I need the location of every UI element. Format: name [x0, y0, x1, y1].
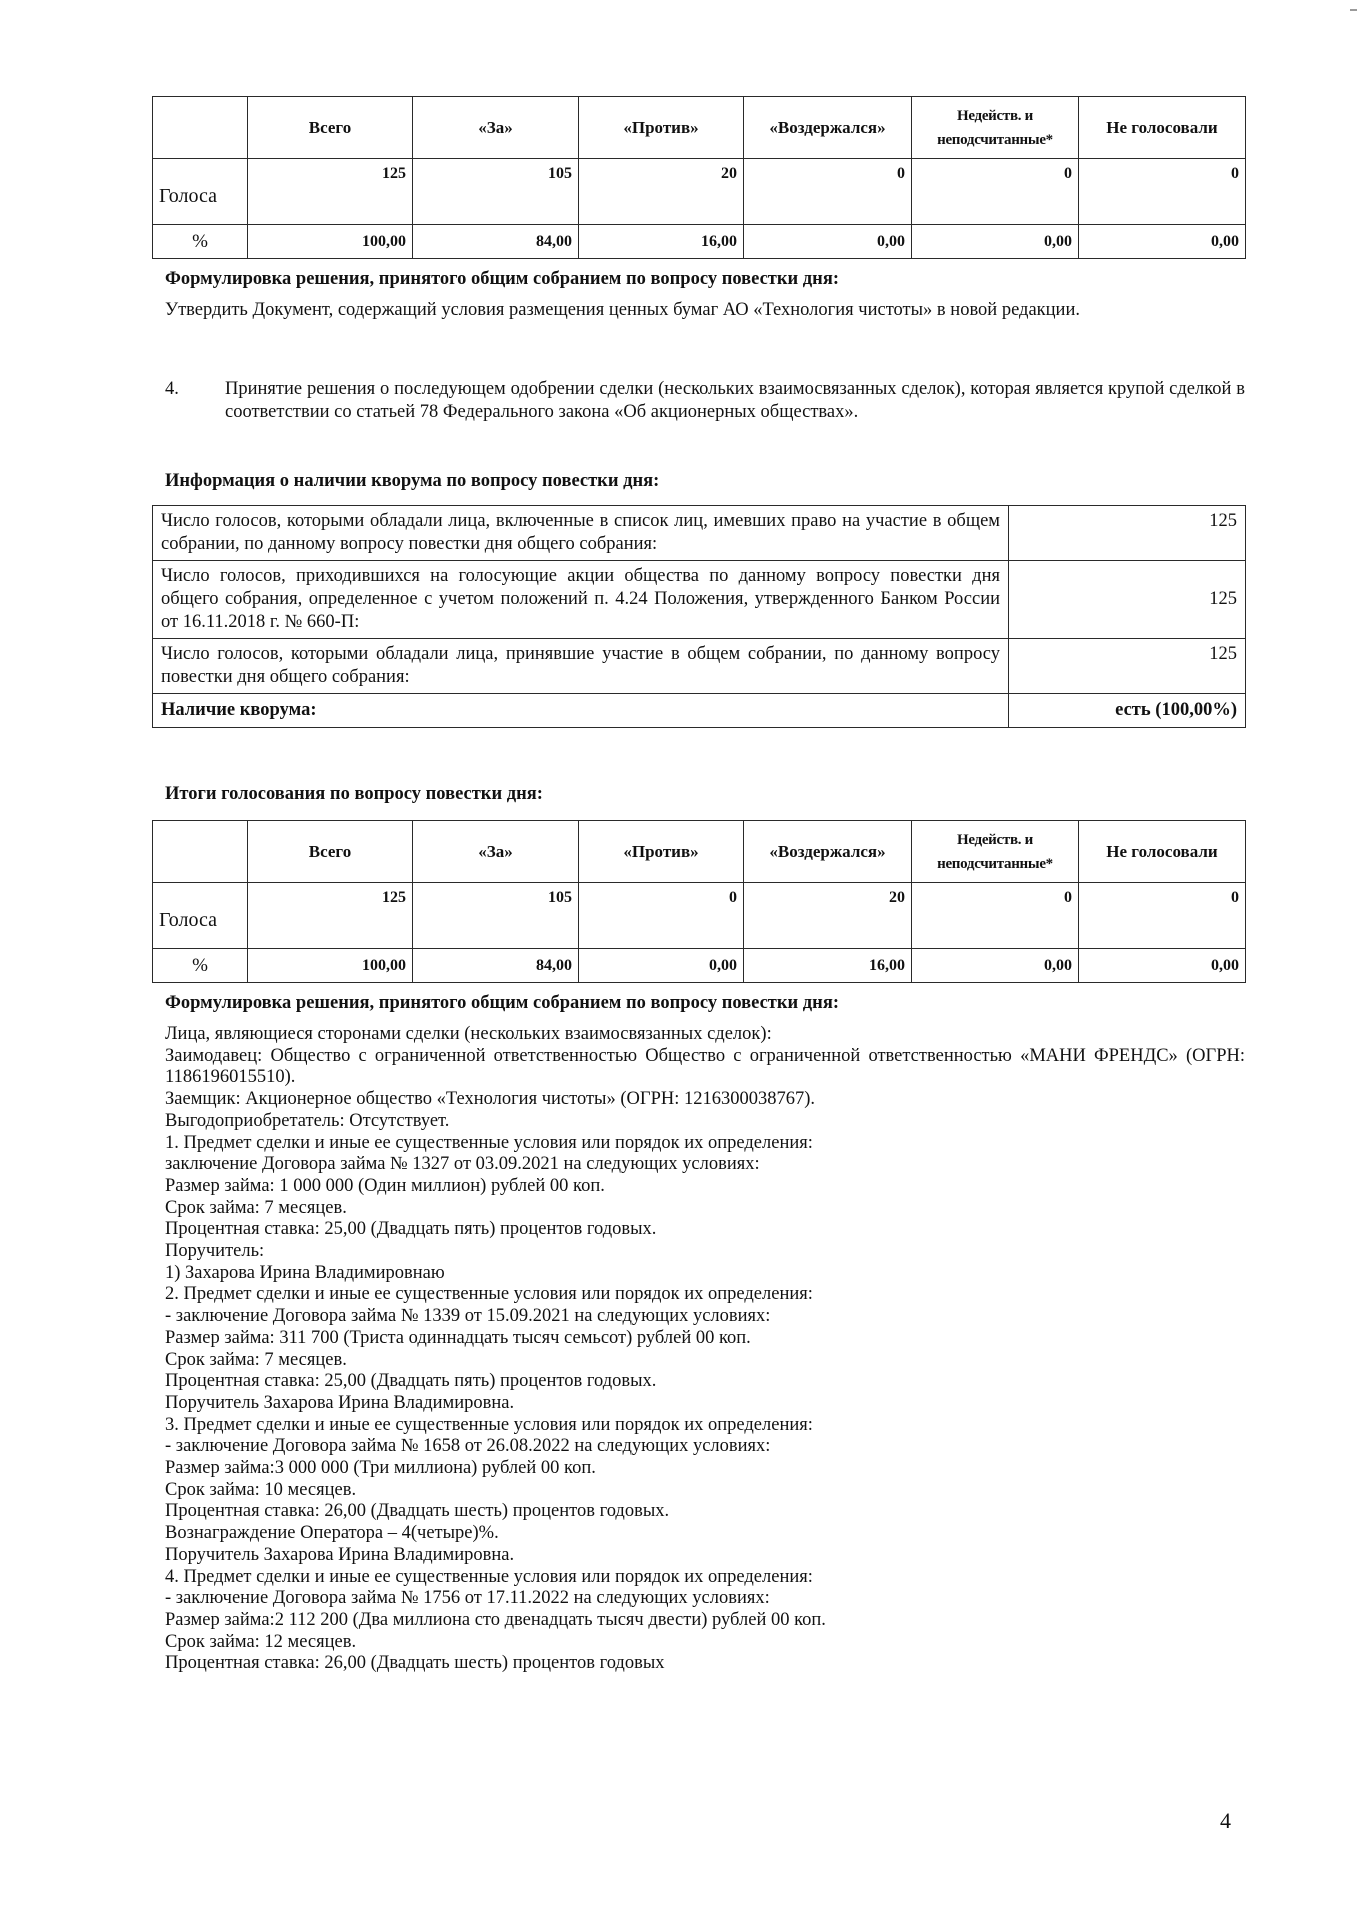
header-cell-not-voted: Не голосовали [1079, 821, 1246, 883]
decision-2-heading: Формулировка решения, принятого общим собранием по вопросу повестки дня: [165, 993, 839, 1013]
percent-cell: 0,00 [579, 949, 744, 983]
header-cell-abstained: «Воздержался» [744, 97, 912, 159]
percent-cell: 0,00 [912, 949, 1079, 983]
percent-cell: 100,00 [248, 949, 413, 983]
header-cell-not-voted: Не голосовали [1079, 97, 1246, 159]
text-line: Процентная ставка: 25,00 (Двадцать пять) процентов годовых. [165, 1219, 657, 1240]
agenda-item-4 [165, 378, 1245, 424]
votes-cell: 0 [744, 159, 912, 225]
text-line: Заимодавец: Общество с ограниченной ответственностью Общество с ограниченной ответственностью «МАНИ ФРЕНДС» (ОГРН: 1186196015510). [165, 1045, 1245, 1088]
votes-cell: 105 [413, 159, 579, 225]
header-cell-total: Всего [248, 821, 413, 883]
percent-cell: 0,00 [744, 225, 912, 259]
header-cell-invalid: Недейств. и неподсчитанные* [912, 97, 1079, 159]
text-line: 3. Предмет сделки и иные ее существенные условия или порядок их определения: [165, 1414, 813, 1435]
percent-cell: 16,00 [579, 225, 744, 259]
text-line: 1. Предмет сделки и иные ее существенные условия или порядок их определения: [165, 1132, 813, 1153]
header-cell-total: Всего [248, 97, 413, 159]
quorum-row [153, 506, 1246, 561]
quorum-total-label: Наличие кворума: [153, 694, 1009, 728]
text-line: Срок займа: 10 месяцев. [165, 1479, 357, 1500]
quorum-row-value: 125 [1009, 561, 1246, 639]
quorum-row [153, 639, 1246, 694]
votes-cell: 0 [1079, 883, 1246, 949]
text-line: Размер займа:2 112 200 (Два миллиона сто двенадцать тысяч двести) рублей 00 коп. [165, 1609, 826, 1630]
text-line: Процентная ставка: 26,00 (Двадцать шесть) процентов годовых. [165, 1501, 670, 1522]
votes-cell: 0 [912, 159, 1079, 225]
percent-cell: 0,00 [1079, 225, 1246, 259]
text-line: Поручитель Захарова Ирина Владимировна. [165, 1544, 515, 1565]
votes-cell: 20 [744, 883, 912, 949]
quorum-row-label: Число голосов, которыми обладали лица, включенные в список лиц, имевших право на участие в общем собрании, по данному вопросу повестки дня общего собрания: [153, 506, 1009, 561]
quorum-row-value: 125 [1009, 506, 1246, 561]
percent-row [153, 225, 1246, 259]
percent-cell: 84,00 [413, 949, 579, 983]
votes-row-label: Голоса [153, 883, 248, 949]
quorum-row-label: Число голосов, приходившихся на голосующие акции общества по данному вопросу повестки дня общего собрания, определенное с учетом положений п. 4.24 Положения, утвержденного Банком России от 16.11.2018 г. № 660-П: [153, 561, 1009, 639]
votes-table-2 [152, 820, 1246, 983]
percent-row-label: % [153, 225, 248, 259]
votes-table-header-row [153, 821, 1246, 883]
text-line: Поручитель Захарова Ирина Владимировна. [165, 1392, 515, 1413]
quorum-total-row [153, 694, 1246, 728]
quorum-row-label: Число голосов, которыми обладали лица, принявшие участие в общем собрании, по данному вопросу повестки дня общего собрания: [153, 639, 1009, 694]
text-line: 4. Предмет сделки и иные ее существенные условия или порядок их определения: [165, 1566, 813, 1587]
votes-table-1 [152, 96, 1246, 259]
text-line: Выгодоприобретатель: Отсутствует. [165, 1110, 450, 1131]
agenda-item-number: 4. [165, 379, 179, 399]
header-cell-against: «Против» [579, 821, 744, 883]
text-line: Процентная ставка: 25,00 (Двадцать пять) процентов годовых. [165, 1371, 657, 1392]
text-line: Размер займа: 1 000 000 (Один миллион) рублей 00 коп. [165, 1175, 605, 1196]
votes-cell: 0 [912, 883, 1079, 949]
quorum-row [153, 561, 1246, 639]
text-line: 2. Предмет сделки и иные ее существенные условия или порядок их определения: [165, 1284, 813, 1305]
decision-2-body [165, 1024, 1245, 1675]
text-line: Срок займа: 12 месяцев. [165, 1631, 357, 1652]
votes-table-header-row [153, 97, 1246, 159]
text-line: Размер займа: 311 700 (Триста одиннадцать тысяч семьсот) рублей 00 коп. [165, 1327, 751, 1348]
agenda-item-text: Принятие решения о последующем одобрении сделки (нескольких взаимосвязанных сделок), которая является крупой сделкой в соответствии со статьей 78 Федерального закона «Об акционерных обществах». [225, 379, 1245, 422]
header-cell-empty [153, 97, 248, 159]
text-line: Лица, являющиеся сторонами сделки (нескольких взаимосвязанных сделок): [165, 1024, 772, 1044]
percent-cell: 16,00 [744, 949, 912, 983]
votes-cell: 125 [248, 159, 413, 225]
header-cell-for: «За» [413, 97, 579, 159]
header-cell-for: «За» [413, 821, 579, 883]
text-line: заключение Договора займа № 1327 от 03.09.2021 на следующих условиях: [165, 1154, 760, 1175]
quorum-row-value: 125 [1009, 639, 1246, 694]
votes-row [153, 159, 1246, 225]
text-line: Размер займа:3 000 000 (Три миллиона) рублей 00 коп. [165, 1458, 596, 1479]
text-line: Срок займа: 7 месяцев. [165, 1349, 347, 1370]
votes-cell: 125 [248, 883, 413, 949]
header-cell-abstained: «Воздержался» [744, 821, 912, 883]
percent-cell: 0,00 [912, 225, 1079, 259]
quorum-total-value: есть (100,00%) [1009, 694, 1246, 728]
decision-1-text: Утвердить Документ, содержащий условия размещения ценных бумаг АО «Технология чистоты» в новой редакции. [165, 300, 1080, 320]
percent-cell: 0,00 [1079, 949, 1246, 983]
results-heading: Итоги голосования по вопросу повестки дня: [165, 784, 543, 804]
header-cell-empty [153, 821, 248, 883]
decision-1-heading: Формулировка решения, принятого общим собранием по вопросу повестки дня: [165, 269, 839, 289]
quorum-heading: Информация о наличии кворума по вопросу повестки дня: [165, 471, 660, 491]
percent-row-label: % [153, 949, 248, 983]
votes-cell: 105 [413, 883, 579, 949]
votes-cell: 0 [579, 883, 744, 949]
text-line: - заключение Договора займа № 1339 от 15.09.2021 на следующих условиях: [165, 1306, 771, 1327]
votes-cell: 0 [1079, 159, 1246, 225]
text-line: Поручитель: [165, 1241, 265, 1262]
text-line: Вознаграждение Оператора – 4(четыре)%. [165, 1523, 499, 1544]
page-number: 4 [1220, 1808, 1231, 1833]
percent-cell: 84,00 [413, 225, 579, 259]
scan-artifact-mark [1350, 9, 1357, 11]
text-line: Процентная ставка: 26,00 (Двадцать шесть) процентов годовых [165, 1653, 665, 1674]
quorum-table [152, 505, 1246, 728]
votes-cell: 20 [579, 159, 744, 225]
text-line: Заемщик: Акционерное общество «Технология чистоты» (ОГРН: 1216300038767). [165, 1089, 816, 1110]
header-cell-against: «Против» [579, 97, 744, 159]
text-line: - заключение Договора займа № 1658 от 26.08.2022 на следующих условиях: [165, 1436, 771, 1457]
votes-row-label: Голоса [153, 159, 248, 225]
percent-cell: 100,00 [248, 225, 413, 259]
text-line: - заключение Договора займа № 1756 от 17.11.2022 на следующих условиях: [165, 1588, 770, 1609]
percent-row [153, 949, 1246, 983]
header-cell-invalid: Недейств. и неподсчитанные* [912, 821, 1079, 883]
votes-row [153, 883, 1246, 949]
text-line: Срок займа: 7 месяцев. [165, 1197, 347, 1218]
text-line: 1) Захарова Ирина Владимировнаю [165, 1262, 445, 1283]
